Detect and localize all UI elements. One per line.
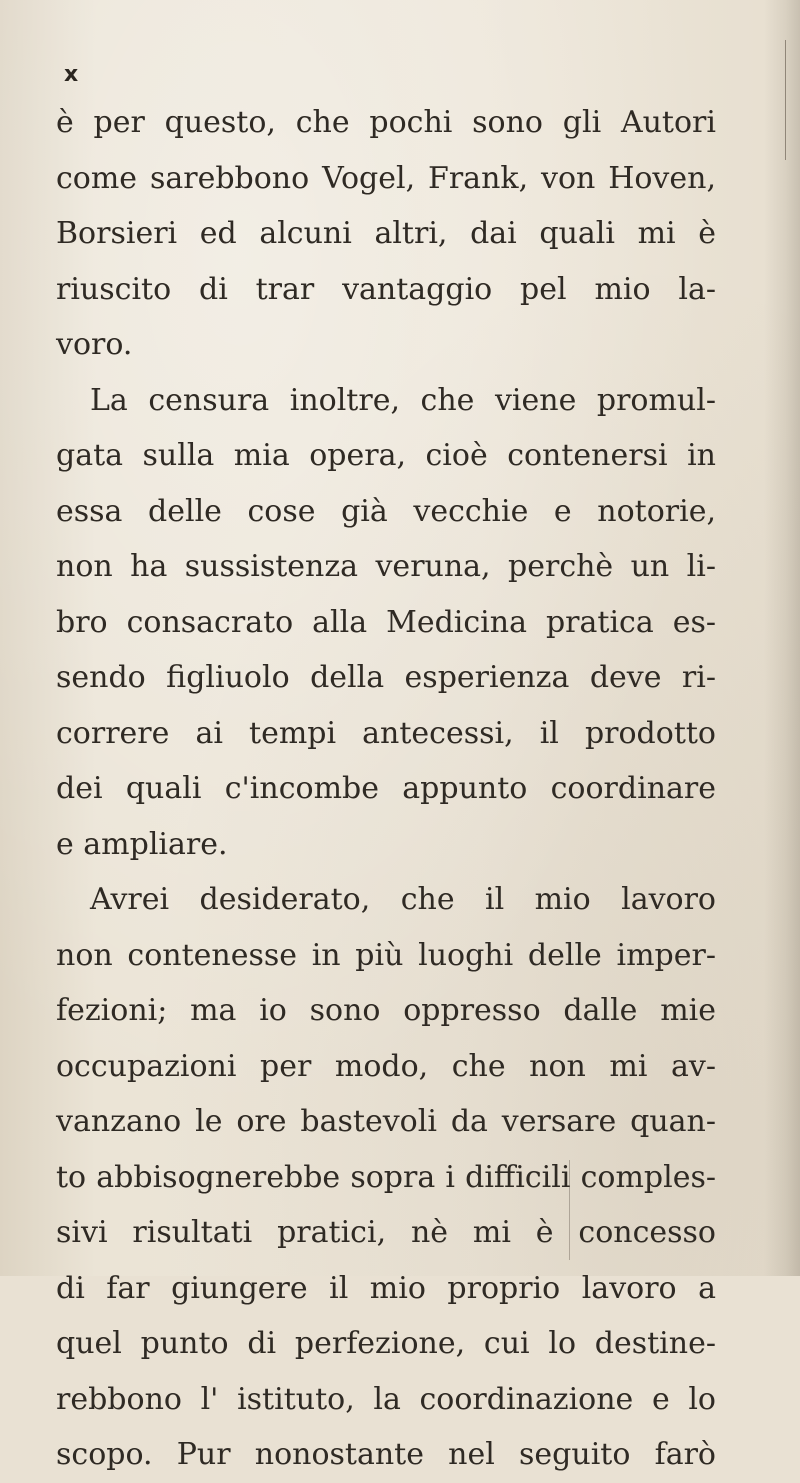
body-text	[56, 95, 716, 1483]
text-line: come sarebbono Vogel, Frank, von Hoven,	[56, 160, 716, 196]
page-edge-shadow	[764, 0, 800, 1276]
text-line: scopo. Pur nonostante nel seguito farò	[56, 1437, 716, 1472]
text-line: sendo figliuolo della esperienza deve ri-	[56, 660, 716, 695]
text-line-paragraph-start: Avrei desiderato, che il mio lavoro	[90, 882, 716, 917]
text-line: di far giungere il mio proprio lavoro a	[56, 1270, 716, 1306]
text-line-paragraph-end: e ampliare.	[56, 826, 228, 862]
text-line: essa delle cose già vecchie e notorie,	[56, 493, 716, 529]
signature-mark: x	[64, 62, 79, 87]
text-line: non ha sussistenza veruna, perchè un li-	[56, 549, 716, 584]
text-line: rebbono l' istituto, la coordinazione e lo	[56, 1381, 716, 1417]
text-line: vanzano le ore bastevoli da versare quan-	[56, 1104, 716, 1139]
text-line: occupazioni per modo, che non mi av-	[56, 1048, 716, 1084]
page-edge-line	[785, 40, 786, 160]
text-line: correre ai tempi antecessi, il prodotto	[56, 715, 716, 751]
text-line: riuscito di trar vantaggio pel mio la-	[56, 271, 716, 307]
text-line-paragraph-end: voro.	[56, 327, 133, 362]
text-line: gata sulla mia opera, cioè contenersi in	[56, 438, 716, 473]
text-line: sivi risultati pratici, nè mi è concesso	[56, 1215, 716, 1250]
text-line: fezioni; ma io sono oppresso dalle mie	[56, 993, 716, 1028]
text-line: Borsieri ed alcuni altri, dai quali mi è	[56, 216, 716, 251]
text-line: quel punto di perfezione, cui lo destine-	[56, 1326, 716, 1361]
pencil-mark	[569, 1160, 570, 1260]
text-line: non contenesse in più luoghi delle imper-	[56, 937, 716, 973]
text-line: dei quali c'incombe appunto coordinare	[56, 771, 716, 806]
text-line-paragraph-start: La censura inoltre, che viene promul-	[90, 382, 716, 418]
text-line: bro consacrato alla Medicina pratica es-	[56, 604, 716, 640]
text-line: è per questo, che pochi sono gli Autori	[56, 105, 716, 140]
text-line: to abbisognerebbe sopra i difficili comples-	[56, 1159, 716, 1195]
